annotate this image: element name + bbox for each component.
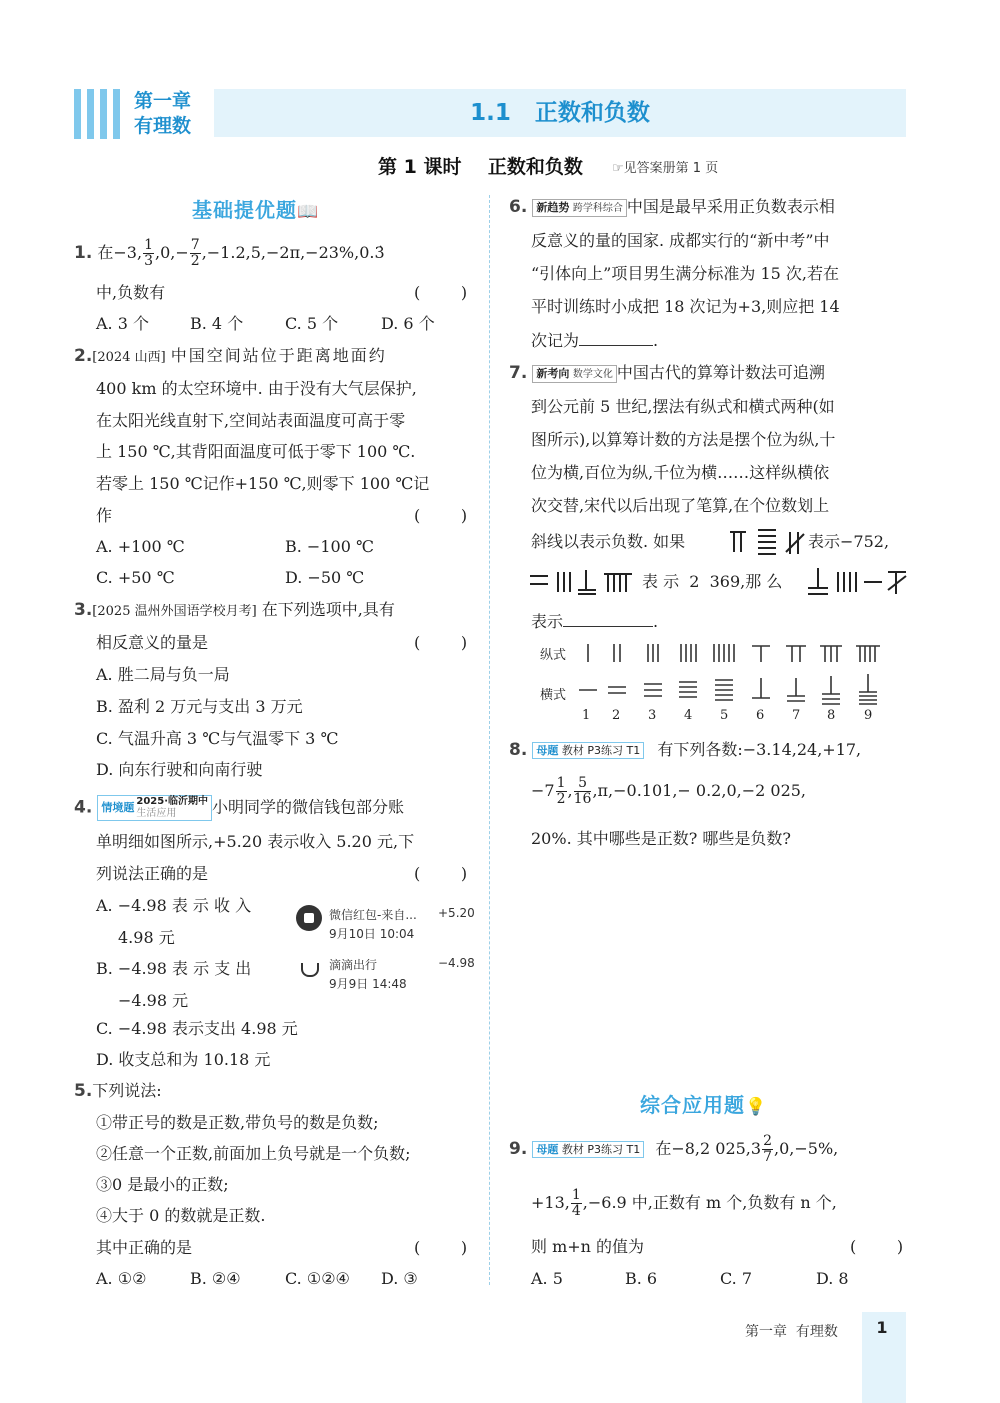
source-tag: 2025 温州外国语学校月考 xyxy=(97,604,252,619)
q7-text: 表示−752, xyxy=(808,532,890,551)
section-heading-basic: 基础提优题📖 xyxy=(192,198,320,222)
q2-line: 若零上 150 ℃记作+150 ℃,则零下 100 ℃记 xyxy=(96,474,430,493)
book-search-icon: 📖 xyxy=(297,202,320,222)
q6-line: “引体向上”项目男生满分标准为 15 次,若在 xyxy=(531,264,839,283)
option: B. ②④ xyxy=(190,1269,241,1288)
option: A. 3 个 xyxy=(96,314,149,333)
q2-line1: 2.[2024 山西] 中国空间站位于距离地面约 xyxy=(74,346,387,366)
wallet-entry-name: 微信红包-来自... xyxy=(329,908,417,922)
answer-paren: ( ) xyxy=(414,864,468,883)
q7-line: 到公元前 5 世纪,摆法有纵式和横式两种(如 xyxy=(531,397,835,416)
q8-line1: 8. 母题 教材 P3练习 T1 有下列各数:−3.14,24,+17, xyxy=(509,740,862,760)
option: B. −100 ℃ xyxy=(285,537,374,556)
fraction: $\frac{1}{3}$ xyxy=(144,237,153,269)
answer-reference: ☞见答案册第 1 页 xyxy=(612,161,719,176)
q2-line: 在太阳光线直射下,空间站表面温度可高于零 xyxy=(96,411,406,430)
q7-line-last: 表示 . xyxy=(531,612,659,631)
chapter-stripes xyxy=(74,89,126,139)
wallet-entry-name: 滴滴出行 xyxy=(329,958,378,972)
section-heading-comprehensive: 综合应用题💡 xyxy=(640,1093,768,1117)
q2-line: 作 xyxy=(96,506,113,525)
row-label-horizontal: 横式 xyxy=(540,688,567,703)
q7-text: 表 示 2 369,那 么 xyxy=(642,572,783,591)
wallet-entry-time: 9月9日 14:48 xyxy=(329,977,407,991)
fraction: $\frac{2}{7}$ xyxy=(763,1133,772,1165)
q7-line1: 7. 新考向 数学文化 中国古代的算筹计数法可追溯 xyxy=(509,363,825,383)
option: C. +50 ℃ xyxy=(96,568,175,587)
q8-line2: −7 $\frac{1}{2}$ , $\frac{5}{16}$ ,π,−0.101,− 0.2,0,−2 025, xyxy=(531,775,807,807)
option: C. 5 个 xyxy=(285,314,339,333)
option: B. −4.98 表 示 支 出 xyxy=(96,959,252,978)
page-number: 1 xyxy=(876,1318,888,1337)
option-continued: −4.98 元 xyxy=(118,991,189,1010)
rod-numeral-question xyxy=(806,566,910,598)
option: D. 8 xyxy=(816,1269,849,1288)
option: D. 6 个 xyxy=(381,314,435,333)
answer-paren: ( ) xyxy=(850,1237,904,1256)
option: B. 4 个 xyxy=(190,314,244,333)
q7-line: 位为横,百位为纵,千位为横……这样纵横依 xyxy=(531,463,830,482)
q7-line: 次交替,宋代以后出现了笔算,在个位数划上 xyxy=(531,496,830,515)
tag-badge: 新趋势 跨学科综合 xyxy=(532,199,627,217)
answer-blank[interactable] xyxy=(563,610,653,627)
q9-line2: +13, $\frac{1}{4}$ ,−6.9 中,正数有 m 个,负数有 n 个, xyxy=(531,1187,837,1219)
wallet-entry-amount: −4.98 xyxy=(438,956,475,970)
footer-chapter: 第一章 有理数 xyxy=(745,1324,838,1340)
q3-line1: 3.[2025 温州外国语学校月考] 在下列选项中,具有 xyxy=(74,600,395,620)
option: C. −4.98 表示支出 4.98 元 xyxy=(96,1019,298,1038)
lesson-title: 第 1 课时 正数和负数 xyxy=(378,156,583,178)
q6-line: 平时训练时小成把 18 次记为+3,则应把 14 xyxy=(531,297,840,316)
answer-blank[interactable] xyxy=(579,329,653,346)
q9-line1: 9. 母题 教材 P3练习 T1 在−8,2 025,3 $\frac{2}{7}$ ,0,−5%, xyxy=(509,1133,839,1165)
rod-numeral-minus-752 xyxy=(728,526,808,558)
statement: ④大于 0 的数就是正数. xyxy=(96,1206,266,1225)
source-tag: 2024 山西 xyxy=(97,350,161,365)
chapter-label: 第一章 有理数 xyxy=(134,90,192,137)
option: B. 盈利 2 万元与支出 3 万元 xyxy=(96,697,303,716)
column-divider xyxy=(489,195,490,1285)
q5-ask: 其中正确的是 xyxy=(96,1238,193,1257)
fraction: $\frac{5}{16}$ xyxy=(573,775,592,807)
tag-badge: 母题 教材 P3练习 T1 xyxy=(532,742,644,759)
tag-badge: 新考向 数学文化 xyxy=(532,365,617,383)
option: D. 向东行驶和向南行驶 xyxy=(96,760,263,779)
pointing-hand-icon: ☞ xyxy=(612,161,624,176)
wallet-entry-amount: +5.20 xyxy=(438,906,475,920)
answer-paren: ( ) xyxy=(414,1238,468,1257)
q3-line2: 相反意义的量是 xyxy=(96,633,209,652)
option: C. ①②④ xyxy=(285,1269,350,1288)
statement: ③0 是最小的正数; xyxy=(96,1175,229,1194)
q6-line1: 6. 新趋势 跨学科综合 中国是最早采用正负数表示相 xyxy=(509,197,835,217)
q8-line3: 20%. 其中哪些是正数? 哪些是负数? xyxy=(531,829,791,848)
q4-line2: 单明细如图所示,+5.20 表示收入 5.20 元,下 xyxy=(96,832,415,851)
statement: ②任意一个正数,前面加上负号就是一个负数; xyxy=(96,1144,411,1163)
option: D. 收支总和为 10.18 元 xyxy=(96,1050,271,1069)
q5-line1: 5.下列说法: xyxy=(74,1081,162,1101)
q7-line: 斜线以表示负数. 如果 xyxy=(531,532,686,551)
option: C. 气温升高 3 ℃与气温零下 3 ℃ xyxy=(96,729,339,748)
rod-numeral-2369 xyxy=(528,566,638,598)
option-continued: 4.98 元 xyxy=(118,928,175,947)
tag-badge: 母题 教材 P3练习 T1 xyxy=(532,1141,644,1158)
option: A. ①② xyxy=(96,1269,147,1288)
statement: ①带正号的数是正数,带负号的数是负数; xyxy=(96,1113,379,1132)
q2-line: 400 km 的太空环境中. 由于没有大气层保护, xyxy=(96,379,417,398)
lightbulb-icon: 💡 xyxy=(745,1097,768,1117)
q7-line: 图所示),以算筹计数的方法是摆个位为纵,十 xyxy=(531,430,836,449)
option: A. +100 ℃ xyxy=(96,537,185,556)
answer-paren: ( ) xyxy=(414,633,468,652)
q1-line2: 中,负数有 xyxy=(96,283,166,302)
wallet-entry-time: 9月10日 10:04 xyxy=(329,927,415,941)
q1-line1: 1. 在−3, $\frac{1}{3}$ ,0,− $\frac{7}{2}$ ,−1.2,5,−2π,−23%,0.3̇ xyxy=(74,237,385,269)
q4-line1: 4. 情境题 2025·临沂期中 生活应用 小明同学的微信钱包部分账 xyxy=(74,796,405,819)
didi-icon xyxy=(301,963,319,977)
option: A. −4.98 表 示 收 入 xyxy=(96,896,252,915)
option: A. 胜二局与负一局 xyxy=(96,665,230,684)
option: C. 7 xyxy=(720,1269,753,1288)
option: D. −50 ℃ xyxy=(285,568,365,587)
tag-badge: 情境题 2025·临沂期中 生活应用 xyxy=(97,795,212,821)
option: A. 5 xyxy=(531,1269,563,1288)
option: B. 6 xyxy=(625,1269,658,1288)
answer-paren: ( ) xyxy=(414,506,468,525)
q2-line: 上 150 ℃,其背阳面温度可低于零下 100 ℃. xyxy=(96,442,416,461)
rod-numeral-table xyxy=(574,640,890,710)
option: D. ③ xyxy=(381,1269,418,1288)
q9-line3: 则 m+n 的值为 xyxy=(531,1237,645,1256)
section-title: 1.1 正数和负数 xyxy=(470,100,650,126)
q6-line: 反意义的量的国家. 成都实行的“新中考”中 xyxy=(531,231,830,250)
fraction: $\frac{1}{2}$ xyxy=(556,775,566,807)
q6-line-last: 次记为 . xyxy=(531,331,659,350)
fraction: $\frac{1}{4}$ xyxy=(571,1187,581,1219)
red-envelope-icon xyxy=(296,905,322,931)
fraction: $\frac{7}{2}$ xyxy=(190,237,200,269)
q4-line3: 列说法正确的是 xyxy=(96,864,209,883)
answer-paren: ( ) xyxy=(414,283,468,302)
row-label-vertical: 纵式 xyxy=(540,648,567,663)
